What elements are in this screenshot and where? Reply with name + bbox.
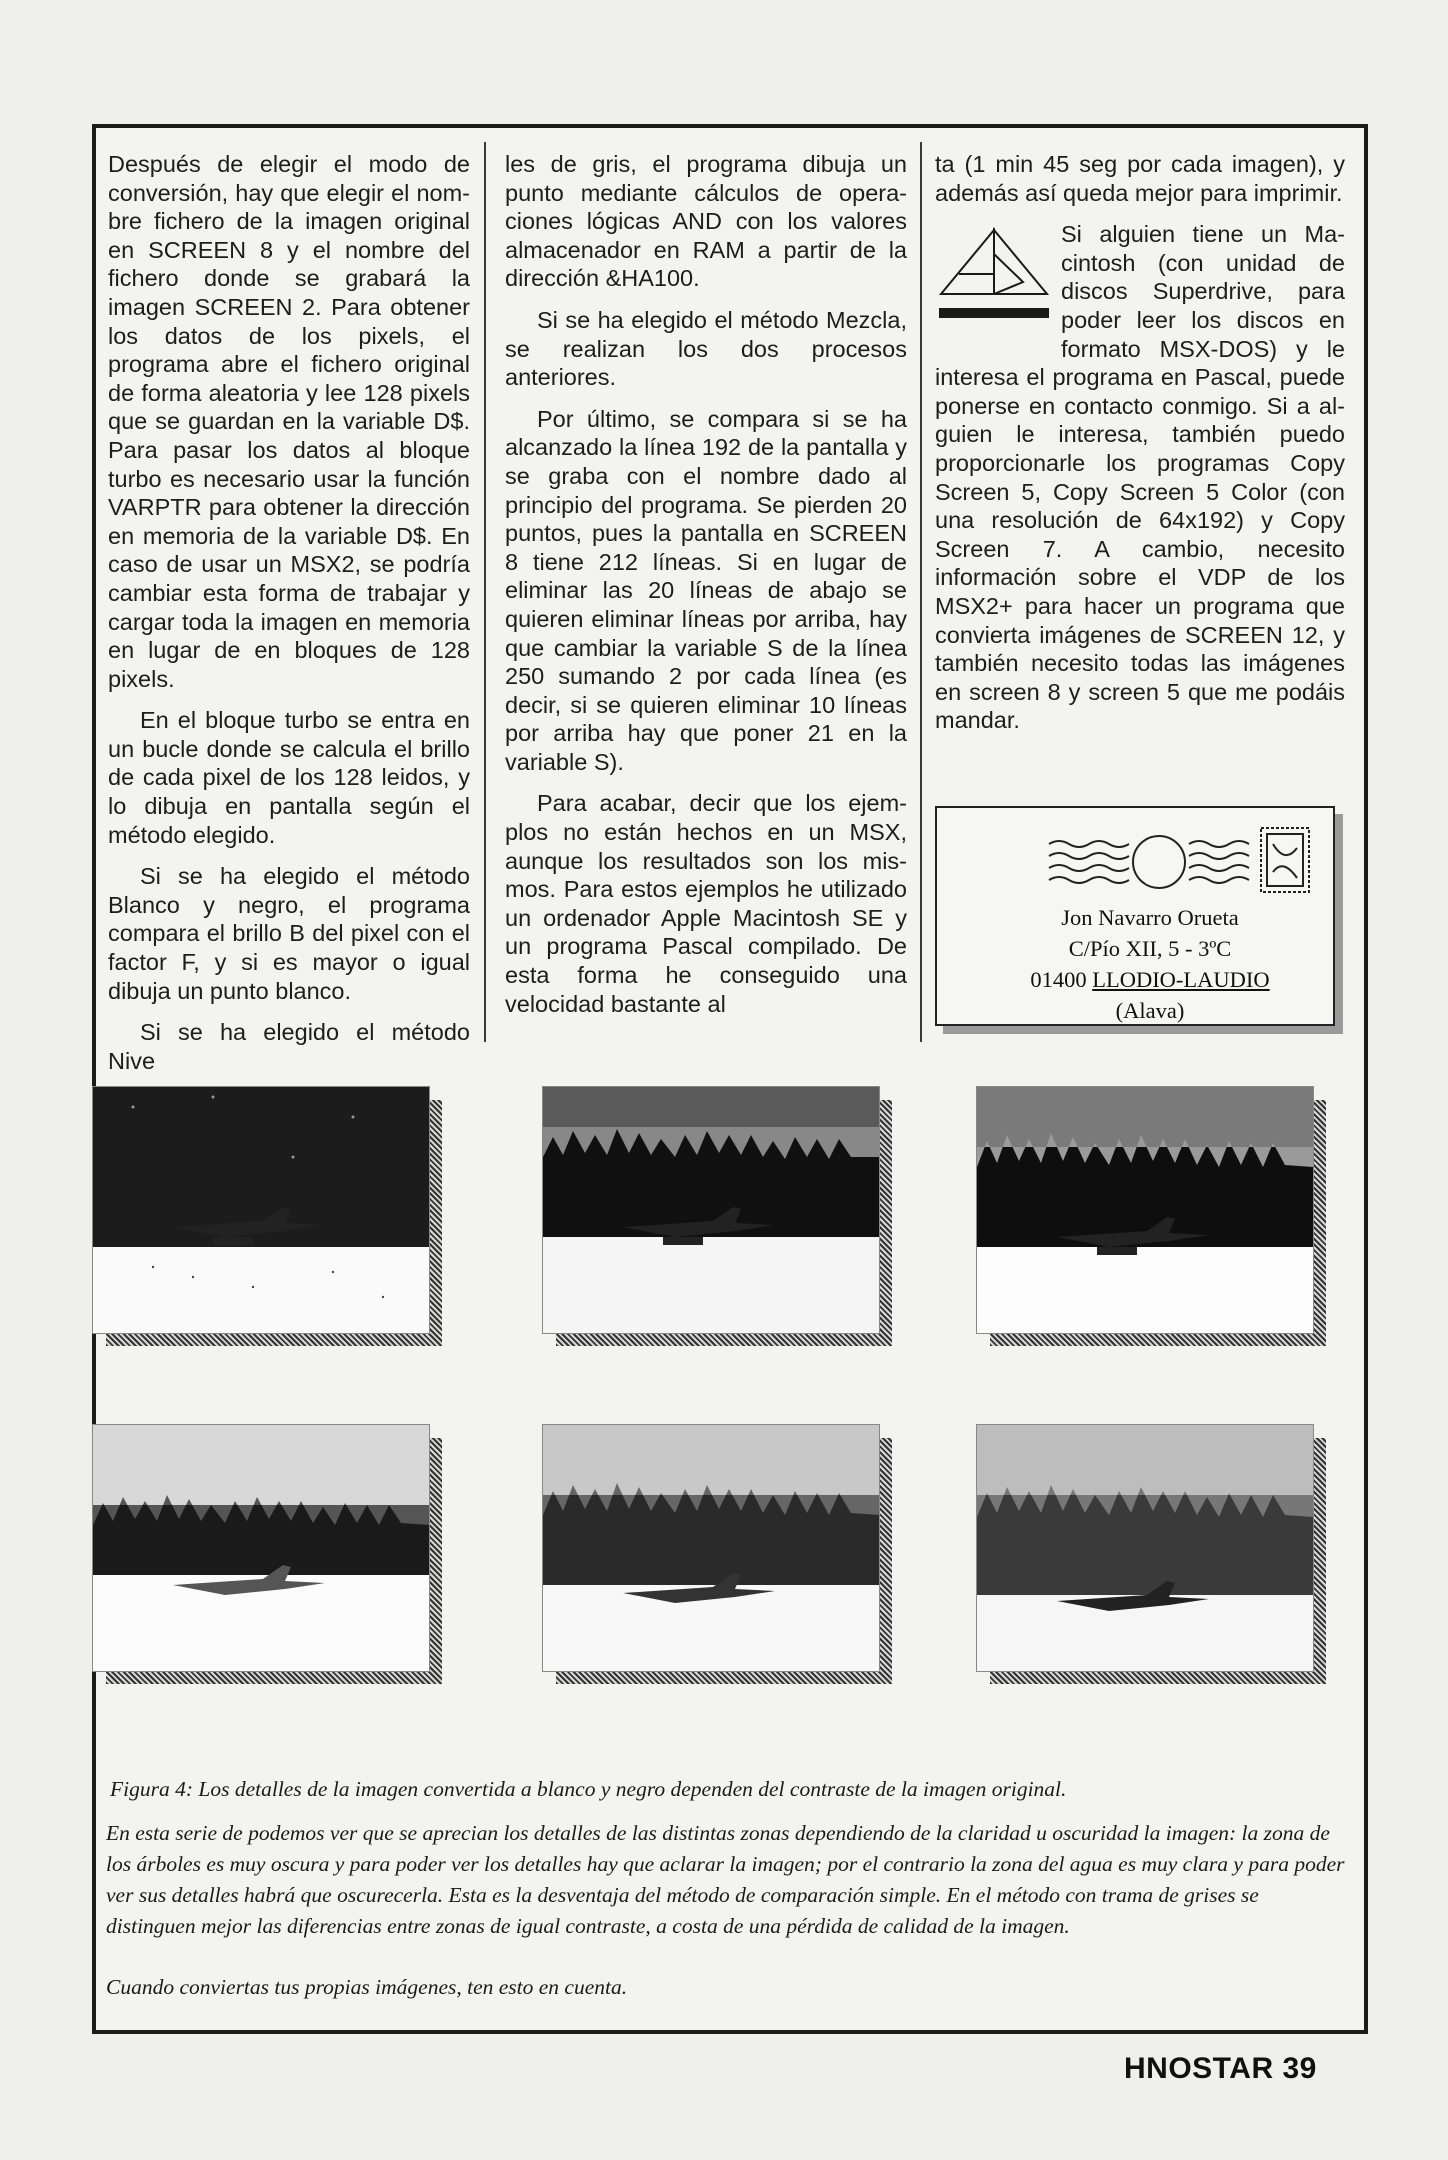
figure-caption-paragraph: En esta serie de podemos ver que se aprecian los detalles de las distintas zonas dependiendo de la claridad u oscuridad la imagen: la zona de los árboles es muy oscura y para poder ver los detalles hay que aclarar la imagen; por el contrario la zona del agua es muy clara y para poder ver sus detalles habrá que oscurecerla. Esta es la desventaja del método de comparación simple. En el método con trama de grises se distinguen mejor las diferencias entre zonas de igual contraste, a costa de una pérdida de calidad de la imagen.	[106, 1821, 1345, 1938]
paragraph: ta (1 min 45 seg por cada imagen), y además así queda mejor para imprimir.	[935, 151, 1345, 206]
figure-label: Figura 4:	[110, 1777, 194, 1801]
paragraph: Para acabar, decir que los ejemplos no están hechos en un MSX, aunque los resultados son los mismos. Para estos ejemplos he utilizado un ordenador Apple Macintosh SE y un programa Pascal compilado. De esta forma he conseguido una velocidad bastante al	[505, 790, 907, 1017]
figure-caption-closing: Cuando conviertas tus propias imágenes, ten esto en cuenta.	[106, 1975, 628, 1999]
figure-caption	[106, 1774, 1356, 1805]
example-image-6	[976, 1424, 1326, 1684]
address-postcode: 01400	[1030, 967, 1087, 992]
paper-plane-icon	[935, 224, 1053, 336]
address-city-line	[937, 964, 1333, 995]
column-divider-2	[920, 142, 922, 1042]
postmark-stamp-icon	[1047, 822, 1317, 902]
paragraph: Si se ha elegido el método Blanco y negro, el programa compara el brillo B del pixel con el factor F, y si es mayor o igual dibuja un punto blanco.	[108, 863, 470, 1004]
paragraph: En el bloque turbo se entra en un bucle donde se calcula el brillo de cada pixel de los 128 leidos, y lo dibuja en pantalla según el método elegido.	[108, 707, 470, 848]
example-image-1	[92, 1086, 442, 1346]
address-card	[935, 806, 1335, 1026]
article-column-2	[505, 150, 907, 1031]
example-image-5	[542, 1424, 892, 1684]
address-city: LLODIO-LAUDIO	[1092, 967, 1270, 992]
paragraph: les de gris, el programa dibuja un punto mediante cálculos de operaciones lógicas AND con los valores almacenador en RAM a partir de la dirección &HA100.	[505, 151, 907, 292]
article-column-3	[935, 150, 1345, 748]
column-divider-1	[484, 142, 486, 1042]
address-province: (Alava)	[1115, 998, 1185, 1023]
address-name: Jon Navarro Orueta	[1061, 905, 1239, 930]
page-footer	[1124, 2052, 1317, 2086]
example-image-3	[976, 1086, 1326, 1346]
article-column-1	[108, 150, 470, 1088]
paragraph: Si se ha elegido el método Mezcla, se realizan los dos procesos anteriores.	[505, 306, 907, 391]
figure-caption-text: Los detalles de la imagen convertida a blanco y negro dependen del contraste de la imagen original.	[198, 1777, 1067, 1801]
page-number: 39	[1282, 2052, 1317, 2085]
address-street: C/Pío XII, 5 - 3ºC	[1068, 936, 1232, 961]
paragraph: Por último, se compara si se ha alcanzado la línea 192 de la pantalla y se graba con el nombre dado al principio del programa. Se pierden 20 puntos, pues la pantalla en SCREEN 8 tiene 212 líneas. Si en lugar de eliminar las 20 líneas de abajo se quieren eliminar líneas por arriba, hay que cambiar la variable S de la línea 250 sumando 2 por cada línea (es decir, si se quieren eliminar 10 líneas por arriba hay que poner 21 en la variable S).	[505, 405, 907, 775]
example-image-2	[542, 1086, 892, 1346]
example-image-4	[92, 1424, 442, 1684]
paragraph: Si alguien tiene un Macintosh (con unidad de discos Superdrive, para poder leer los discos en formato MSX-DOS) y le interesa el programa en Pascal, puede ponerse en contacto conmigo. Si a alguien le interesa, también puedo proporcionarle los programas Copy Screen 5, Copy Screen 5 Color (con una resolución de 64x192) y Copy Screen 7. A cambio, necesito información sobre el VDP de los MSX2+ para hacer un programa que convierta imágenes de SCREEN 12, y también necesito todas las imágenes en screen 8 y screen 5 que me podáis mandar.	[935, 221, 1345, 734]
paragraph: Después de elegir el modo de conversión, hay que elegir el nombre fichero de la imagen original en SCREEN 8 y el nombre del fichero donde se grabará la imagen SCREEN 2. Para obtener los datos de los pixels, el programa abre el fichero original de forma aleatoria y lee 128 pixels que se guardan en la variable D$. Para pasar los datos al bloque turbo es necesario usar la función VARPTR para obtener la dirección en memoria de la variable D$. En caso de usar un MSX2, se podría cambiar esta forma de trabajar y cargar toda la imagen en memoria en lugar de en bloques de 128 pixels.	[108, 151, 470, 692]
magazine-name: HNOSTAR	[1124, 2052, 1274, 2085]
paragraph: Si se ha elegido el método Nive	[108, 1019, 470, 1074]
